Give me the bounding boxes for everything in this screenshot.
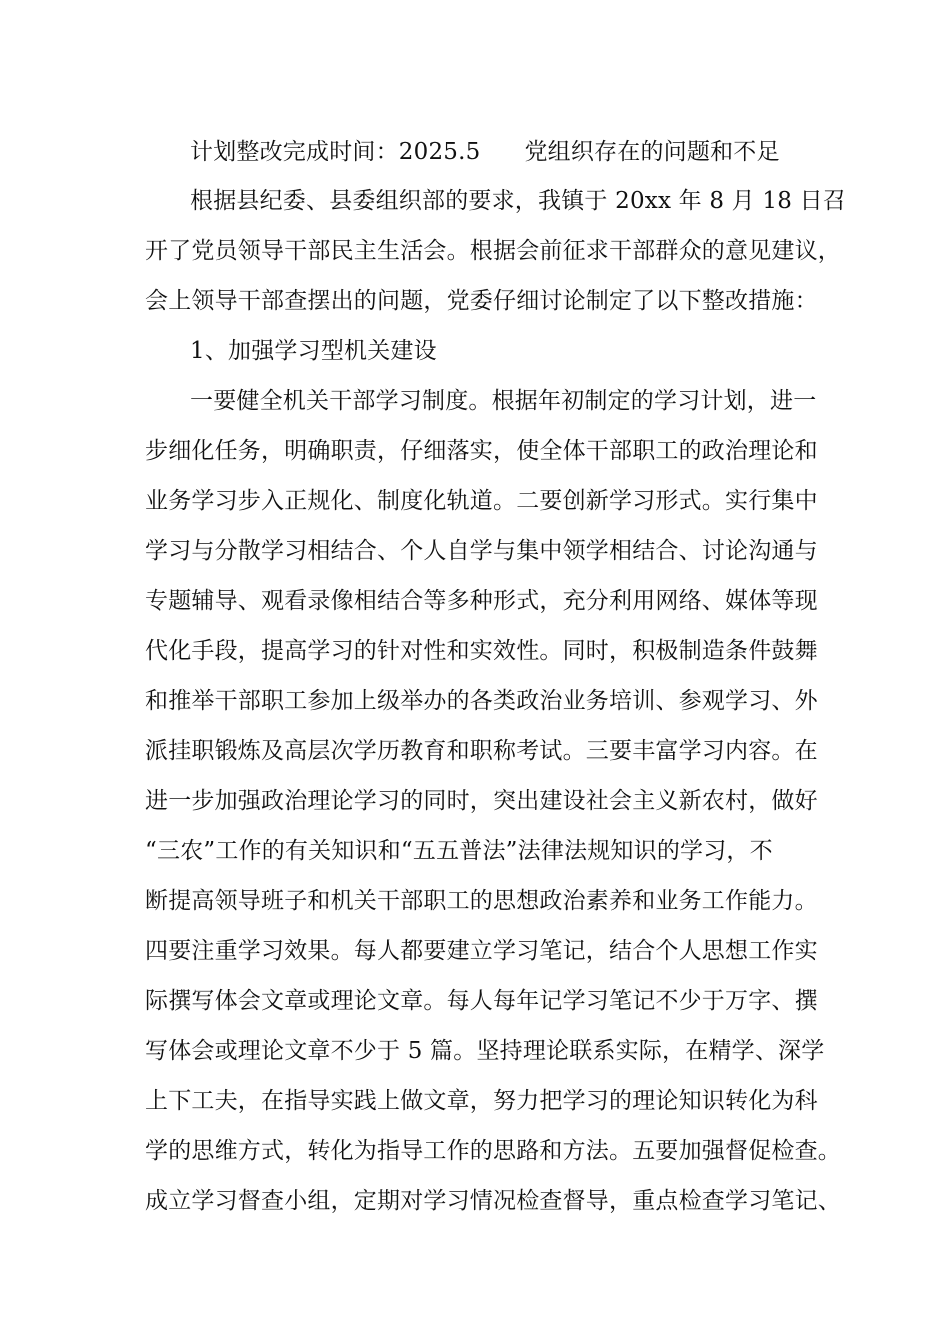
completion-time-label: 计划整改完成时间：2025.5 [190, 139, 481, 165]
paragraph-line: 写体会或理论文章不少于 5 篇。坚持理论联系实际，在精学、深学 [145, 1038, 825, 1064]
paragraph-line: 进一步加强政治理论学习的同时，突出建设社会主义新农村，做好 [145, 788, 818, 814]
paragraph-line: 专题辅导、观看录像相结合等多种形式，充分利用网络、媒体等现 [145, 588, 818, 614]
paragraph-line: 学的思维方式，转化为指导工作的思路和方法。五要加强督促检查。 [145, 1138, 841, 1164]
paragraph-line: 四要注重学习效果。每人都要建立学习笔记，结合个人思想工作实 [145, 938, 818, 964]
paragraph-line: 步细化任务，明确职责，仔细落实，使全体干部职工的政治理论和 [145, 438, 818, 464]
paragraph-line: “三农”工作的有关知识和“五五普法”法律法规知识的学习，不 [145, 838, 773, 864]
paragraph-line: 断提高领导班子和机关干部职工的思想政治素养和业务工作能力。 [145, 888, 818, 914]
paragraph-line: 会上领导干部查摆出的问题，党委仔细讨论制定了以下整改措施： [145, 288, 818, 314]
paragraph-line: 开了党员领导干部民主生活会。根据会前征求干部群众的意见建议， [145, 238, 841, 264]
paragraph-line: 代化手段，提高学习的针对性和实效性。同时，积极制造条件鼓舞 [145, 638, 818, 664]
paragraph-line: 和推举干部职工参加上级举办的各类政治业务培训、参观学习、外 [145, 688, 818, 714]
paragraph-line: 业务学习步入正规化、制度化轨道。二要创新学习形式。实行集中 [145, 488, 818, 514]
paragraph-line: 际撰写体会文章或理论文章。每人每年记学习笔记不少于万字、撰 [145, 988, 818, 1014]
paragraph-line: 派挂职锻炼及高层次学历教育和职称考试。三要丰富学习内容。在 [145, 738, 818, 764]
header-line [190, 137, 880, 167]
section-heading: 1、加强学习型机关建设 [190, 338, 437, 364]
paragraph-line: 成立学习督查小组，定期对学习情况检查督导，重点检查学习笔记、 [145, 1188, 841, 1214]
paragraph-line: 上下工夫，在指导实践上做文章，努力把学习的理论知识转化为科 [145, 1088, 818, 1114]
paragraph-line: 学习与分散学习相结合、个人自学与集中领学相结合、讨论沟通与 [145, 538, 818, 564]
paragraph-line: 一要健全机关干部学习制度。根据年初制定的学习计划，进一 [190, 388, 817, 414]
paragraph-line: 根据县纪委、县委组织部的要求，我镇于 20xx 年 8 月 18 日召 [190, 188, 846, 214]
section-title: 党组织存在的问题和不足 [524, 139, 780, 165]
